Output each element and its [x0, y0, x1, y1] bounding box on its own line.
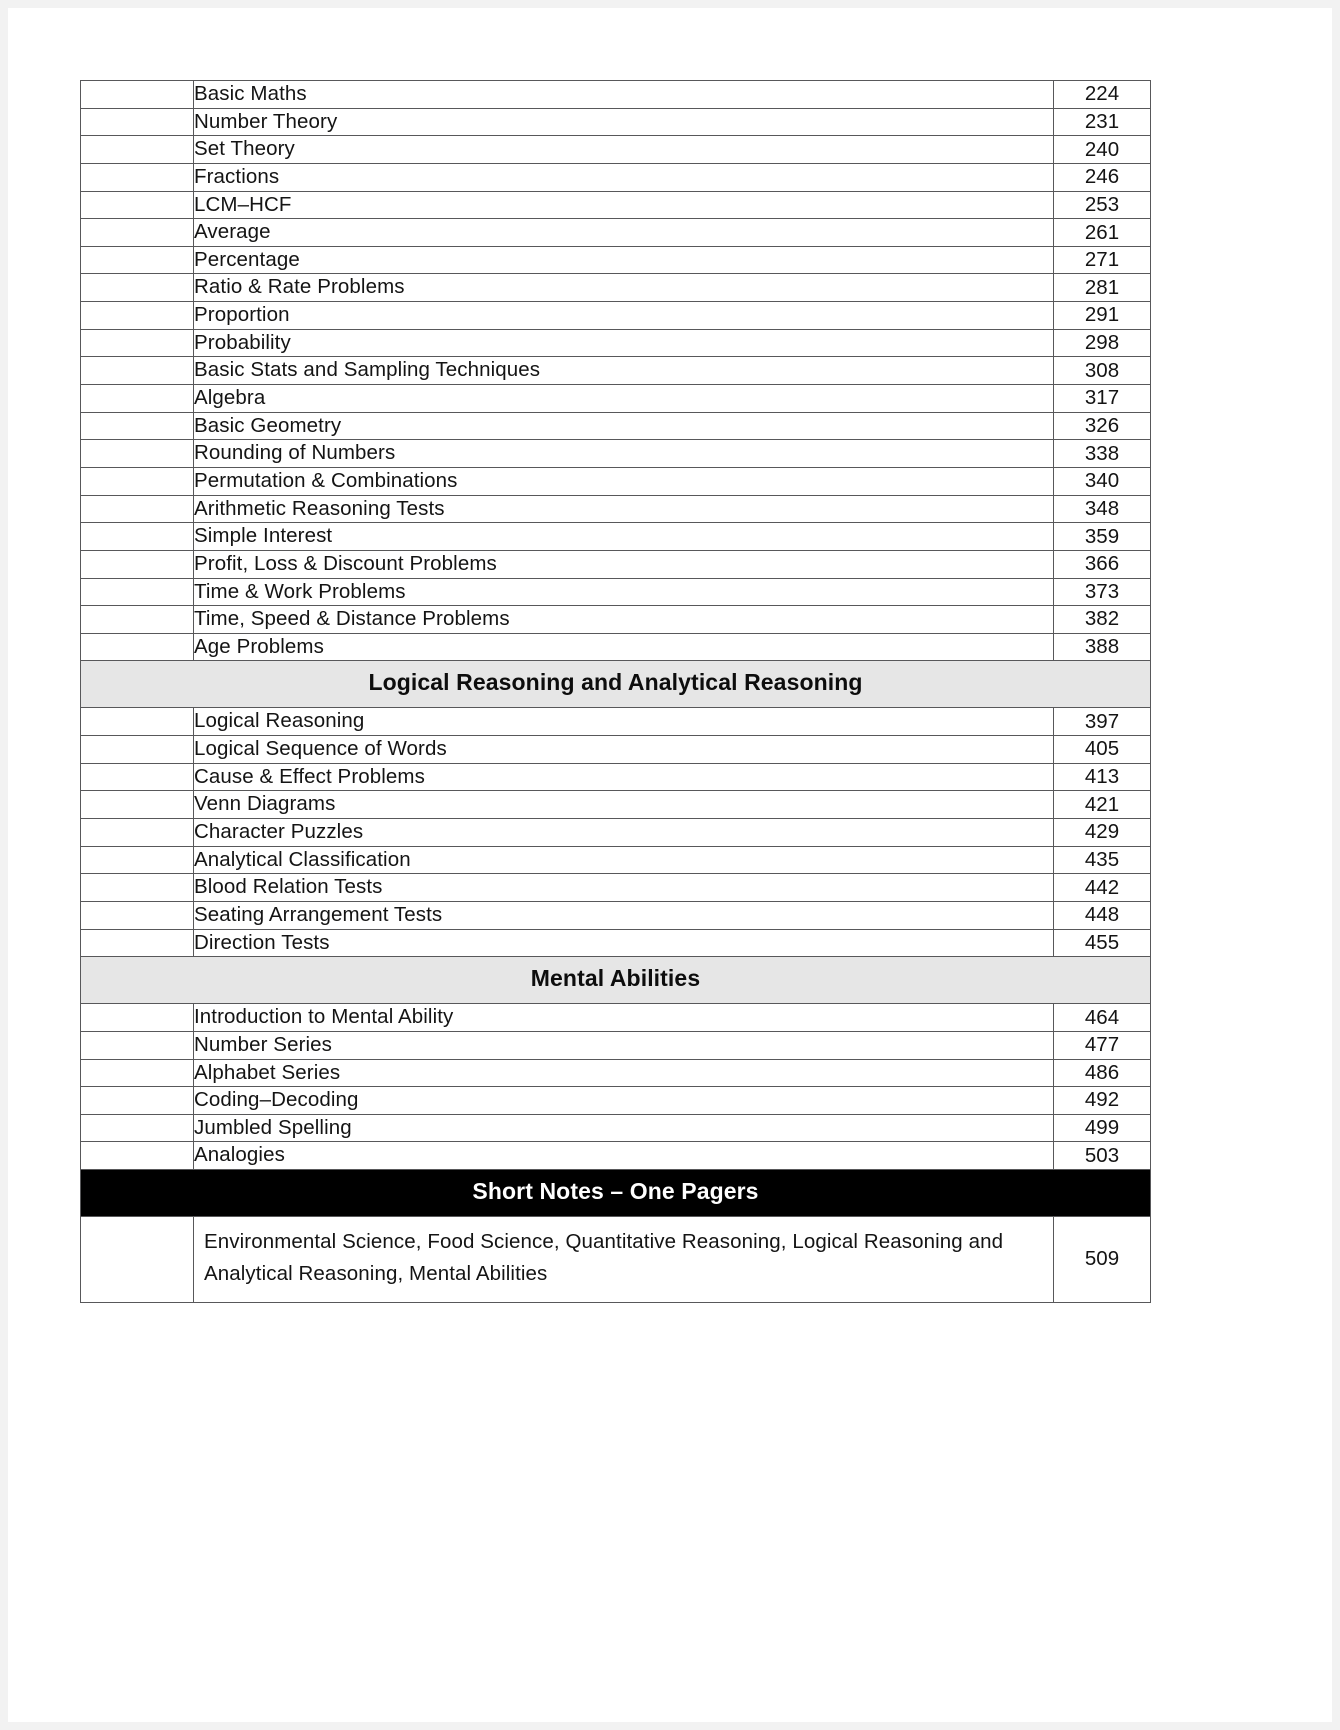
toc-entry-row[interactable] — [81, 302, 1151, 330]
entry-page-number[interactable]: 373 — [1054, 578, 1151, 606]
entry-marker-cell — [81, 1004, 194, 1032]
entry-page-number[interactable]: 271 — [1054, 246, 1151, 274]
entry-page-number[interactable]: 448 — [1054, 901, 1151, 929]
entry-page-number[interactable]: 281 — [1054, 274, 1151, 302]
toc-table — [80, 80, 1151, 1303]
entry-title[interactable]: Basic Maths — [194, 81, 1054, 109]
toc-entry-row[interactable] — [81, 357, 1151, 385]
entry-page-number[interactable]: 348 — [1054, 495, 1151, 523]
entry-page-number[interactable]: 340 — [1054, 467, 1151, 495]
toc-entry-row[interactable] — [81, 274, 1151, 302]
entry-title[interactable]: Average — [194, 219, 1054, 247]
entry-title[interactable]: Character Puzzles — [194, 819, 1054, 847]
toc-entry-row[interactable] — [81, 191, 1151, 219]
entry-marker-cell — [81, 846, 194, 874]
entry-title[interactable]: Environmental Science, Food Science, Quantitative Reasoning, Logical Reasoning and Analytical Reasoning, Mental Abilities — [194, 1217, 1054, 1303]
entry-marker-cell — [81, 606, 194, 634]
entry-title[interactable]: Number Series — [194, 1031, 1054, 1059]
entry-title[interactable]: Number Theory — [194, 108, 1054, 136]
toc-entry-row[interactable] — [81, 708, 1151, 736]
entry-title[interactable]: Blood Relation Tests — [194, 874, 1054, 902]
entry-title[interactable]: Venn Diagrams — [194, 791, 1054, 819]
toc-entry-row[interactable] — [81, 1059, 1151, 1087]
entry-title[interactable]: Seating Arrangement Tests — [194, 901, 1054, 929]
entry-marker-cell — [81, 1059, 194, 1087]
entry-title[interactable]: Simple Interest — [194, 523, 1054, 551]
document-page — [8, 8, 1332, 1722]
toc-entry-row[interactable] — [81, 163, 1151, 191]
entry-title[interactable]: Introduction to Mental Ability — [194, 1004, 1054, 1032]
entry-title[interactable]: Logical Reasoning — [194, 708, 1054, 736]
entry-title[interactable]: Direction Tests — [194, 929, 1054, 957]
toc-entry-row[interactable] — [81, 736, 1151, 764]
entry-marker-cell — [81, 1217, 194, 1303]
toc-entry-row[interactable] — [81, 136, 1151, 164]
entry-page-number[interactable]: 317 — [1054, 385, 1151, 413]
entry-marker-cell — [81, 874, 194, 902]
entry-page-number[interactable]: 261 — [1054, 219, 1151, 247]
entry-title[interactable]: Permutation & Combinations — [194, 467, 1054, 495]
entry-marker-cell — [81, 708, 194, 736]
entry-title[interactable]: Arithmetic Reasoning Tests — [194, 495, 1054, 523]
toc-entry-row[interactable] — [81, 550, 1151, 578]
entry-title[interactable]: Age Problems — [194, 633, 1054, 661]
entry-title[interactable]: Algebra — [194, 385, 1054, 413]
toc-entry-row[interactable] — [81, 1217, 1151, 1303]
entry-marker-cell — [81, 357, 194, 385]
entry-page-number[interactable]: 308 — [1054, 357, 1151, 385]
entry-marker-cell — [81, 163, 194, 191]
entry-marker-cell — [81, 523, 194, 551]
entry-title[interactable]: Alphabet Series — [194, 1059, 1054, 1087]
toc-entry-row[interactable] — [81, 467, 1151, 495]
entry-page-number[interactable]: 388 — [1054, 633, 1151, 661]
entry-title[interactable]: Percentage — [194, 246, 1054, 274]
entry-marker-cell — [81, 1031, 194, 1059]
entry-page-number[interactable]: 413 — [1054, 763, 1151, 791]
entry-title[interactable]: Analogies — [194, 1142, 1054, 1170]
entry-page-number[interactable]: 477 — [1054, 1031, 1151, 1059]
entry-title[interactable]: Jumbled Spelling — [194, 1114, 1054, 1142]
entry-marker-cell — [81, 329, 194, 357]
entry-page-number[interactable]: 464 — [1054, 1004, 1151, 1032]
entry-marker-cell — [81, 81, 194, 109]
entry-page-number[interactable]: 397 — [1054, 708, 1151, 736]
entry-marker-cell — [81, 108, 194, 136]
toc-entry-row[interactable] — [81, 219, 1151, 247]
entry-page-number[interactable]: 240 — [1054, 136, 1151, 164]
entry-page-number[interactable]: 224 — [1054, 81, 1151, 109]
entry-marker-cell — [81, 1087, 194, 1115]
toc-entry-row[interactable] — [81, 1087, 1151, 1115]
toc-entry-row[interactable] — [81, 846, 1151, 874]
entry-marker-cell — [81, 274, 194, 302]
toc-entry-row[interactable] — [81, 791, 1151, 819]
entry-title[interactable]: LCM–HCF — [194, 191, 1054, 219]
entry-marker-cell — [81, 246, 194, 274]
entry-marker-cell — [81, 467, 194, 495]
entry-marker-cell — [81, 929, 194, 957]
entry-page-number[interactable]: 298 — [1054, 329, 1151, 357]
toc-entry-row[interactable] — [81, 523, 1151, 551]
toc-body — [81, 81, 1151, 1303]
entry-marker-cell — [81, 901, 194, 929]
entry-marker-cell — [81, 763, 194, 791]
toc-entry-row[interactable] — [81, 81, 1151, 109]
entry-title[interactable]: Rounding of Numbers — [194, 440, 1054, 468]
entry-title[interactable]: Analytical Classification — [194, 846, 1054, 874]
toc-entry-row[interactable] — [81, 329, 1151, 357]
entry-page-number[interactable]: 492 — [1054, 1087, 1151, 1115]
toc-entry-row[interactable] — [81, 633, 1151, 661]
entry-marker-cell — [81, 495, 194, 523]
entry-title[interactable]: Basic Stats and Sampling Techniques — [194, 357, 1054, 385]
entry-page-number[interactable]: 253 — [1054, 191, 1151, 219]
entry-page-number[interactable]: 338 — [1054, 440, 1151, 468]
entry-page-number[interactable]: 509 — [1054, 1217, 1151, 1303]
entry-title[interactable]: Probability — [194, 329, 1054, 357]
entry-marker-cell — [81, 412, 194, 440]
section-header-label: Short Notes – One Pagers — [81, 1170, 1151, 1217]
table-of-contents — [80, 80, 1150, 1303]
entry-page-number[interactable]: 435 — [1054, 846, 1151, 874]
toc-entry-row[interactable] — [81, 1031, 1151, 1059]
entry-page-number[interactable]: 421 — [1054, 791, 1151, 819]
toc-entry-row[interactable] — [81, 385, 1151, 413]
entry-marker-cell — [81, 1114, 194, 1142]
entry-title[interactable]: Coding–Decoding — [194, 1087, 1054, 1115]
toc-entry-row[interactable] — [81, 1142, 1151, 1170]
toc-entry-row[interactable] — [81, 440, 1151, 468]
entry-marker-cell — [81, 633, 194, 661]
entry-marker-cell — [81, 550, 194, 578]
toc-entry-row[interactable] — [81, 412, 1151, 440]
entry-page-number[interactable]: 326 — [1054, 412, 1151, 440]
entry-page-number[interactable]: 246 — [1054, 163, 1151, 191]
entry-title[interactable]: Ratio & Rate Problems — [194, 274, 1054, 302]
section-header-label: Mental Abilities — [81, 957, 1151, 1004]
toc-entry-row[interactable] — [81, 578, 1151, 606]
toc-section-header-row — [81, 957, 1151, 1004]
entry-title[interactable]: Fractions — [194, 163, 1054, 191]
section-header-label: Logical Reasoning and Analytical Reasoning — [81, 661, 1151, 708]
toc-dark-section-header-row — [81, 1170, 1151, 1217]
entry-title[interactable]: Set Theory — [194, 136, 1054, 164]
entry-marker-cell — [81, 1142, 194, 1170]
toc-entry-row[interactable] — [81, 874, 1151, 902]
toc-entry-row[interactable] — [81, 763, 1151, 791]
entry-title[interactable]: Time, Speed & Distance Problems — [194, 606, 1054, 634]
entry-marker-cell — [81, 385, 194, 413]
toc-entry-row[interactable] — [81, 929, 1151, 957]
toc-entry-row[interactable] — [81, 246, 1151, 274]
toc-entry-row[interactable] — [81, 901, 1151, 929]
entry-page-number[interactable]: 499 — [1054, 1114, 1151, 1142]
entry-marker-cell — [81, 191, 194, 219]
entry-page-number[interactable]: 291 — [1054, 302, 1151, 330]
toc-entry-row[interactable] — [81, 108, 1151, 136]
entry-marker-cell — [81, 736, 194, 764]
toc-section-header-row — [81, 661, 1151, 708]
toc-entry-row[interactable] — [81, 606, 1151, 634]
entry-page-number[interactable]: 486 — [1054, 1059, 1151, 1087]
entry-page-number[interactable]: 455 — [1054, 929, 1151, 957]
entry-title[interactable]: Time & Work Problems — [194, 578, 1054, 606]
entry-page-number[interactable]: 359 — [1054, 523, 1151, 551]
entry-marker-cell — [81, 440, 194, 468]
entry-marker-cell — [81, 136, 194, 164]
entry-title[interactable]: Profit, Loss & Discount Problems — [194, 550, 1054, 578]
entry-page-number[interactable]: 503 — [1054, 1142, 1151, 1170]
toc-entry-row[interactable] — [81, 495, 1151, 523]
entry-marker-cell — [81, 578, 194, 606]
entry-page-number[interactable]: 405 — [1054, 736, 1151, 764]
entry-marker-cell — [81, 791, 194, 819]
entry-marker-cell — [81, 819, 194, 847]
entry-page-number[interactable]: 366 — [1054, 550, 1151, 578]
entry-page-number[interactable]: 382 — [1054, 606, 1151, 634]
entry-page-number[interactable]: 442 — [1054, 874, 1151, 902]
toc-entry-row[interactable] — [81, 1114, 1151, 1142]
entry-page-number[interactable]: 429 — [1054, 819, 1151, 847]
entry-title[interactable]: Basic Geometry — [194, 412, 1054, 440]
entry-page-number[interactable]: 231 — [1054, 108, 1151, 136]
toc-entry-row[interactable] — [81, 819, 1151, 847]
entry-title[interactable]: Logical Sequence of Words — [194, 736, 1054, 764]
entry-title[interactable]: Proportion — [194, 302, 1054, 330]
entry-title[interactable]: Cause & Effect Problems — [194, 763, 1054, 791]
toc-entry-row[interactable] — [81, 1004, 1151, 1032]
entry-marker-cell — [81, 302, 194, 330]
entry-marker-cell — [81, 219, 194, 247]
